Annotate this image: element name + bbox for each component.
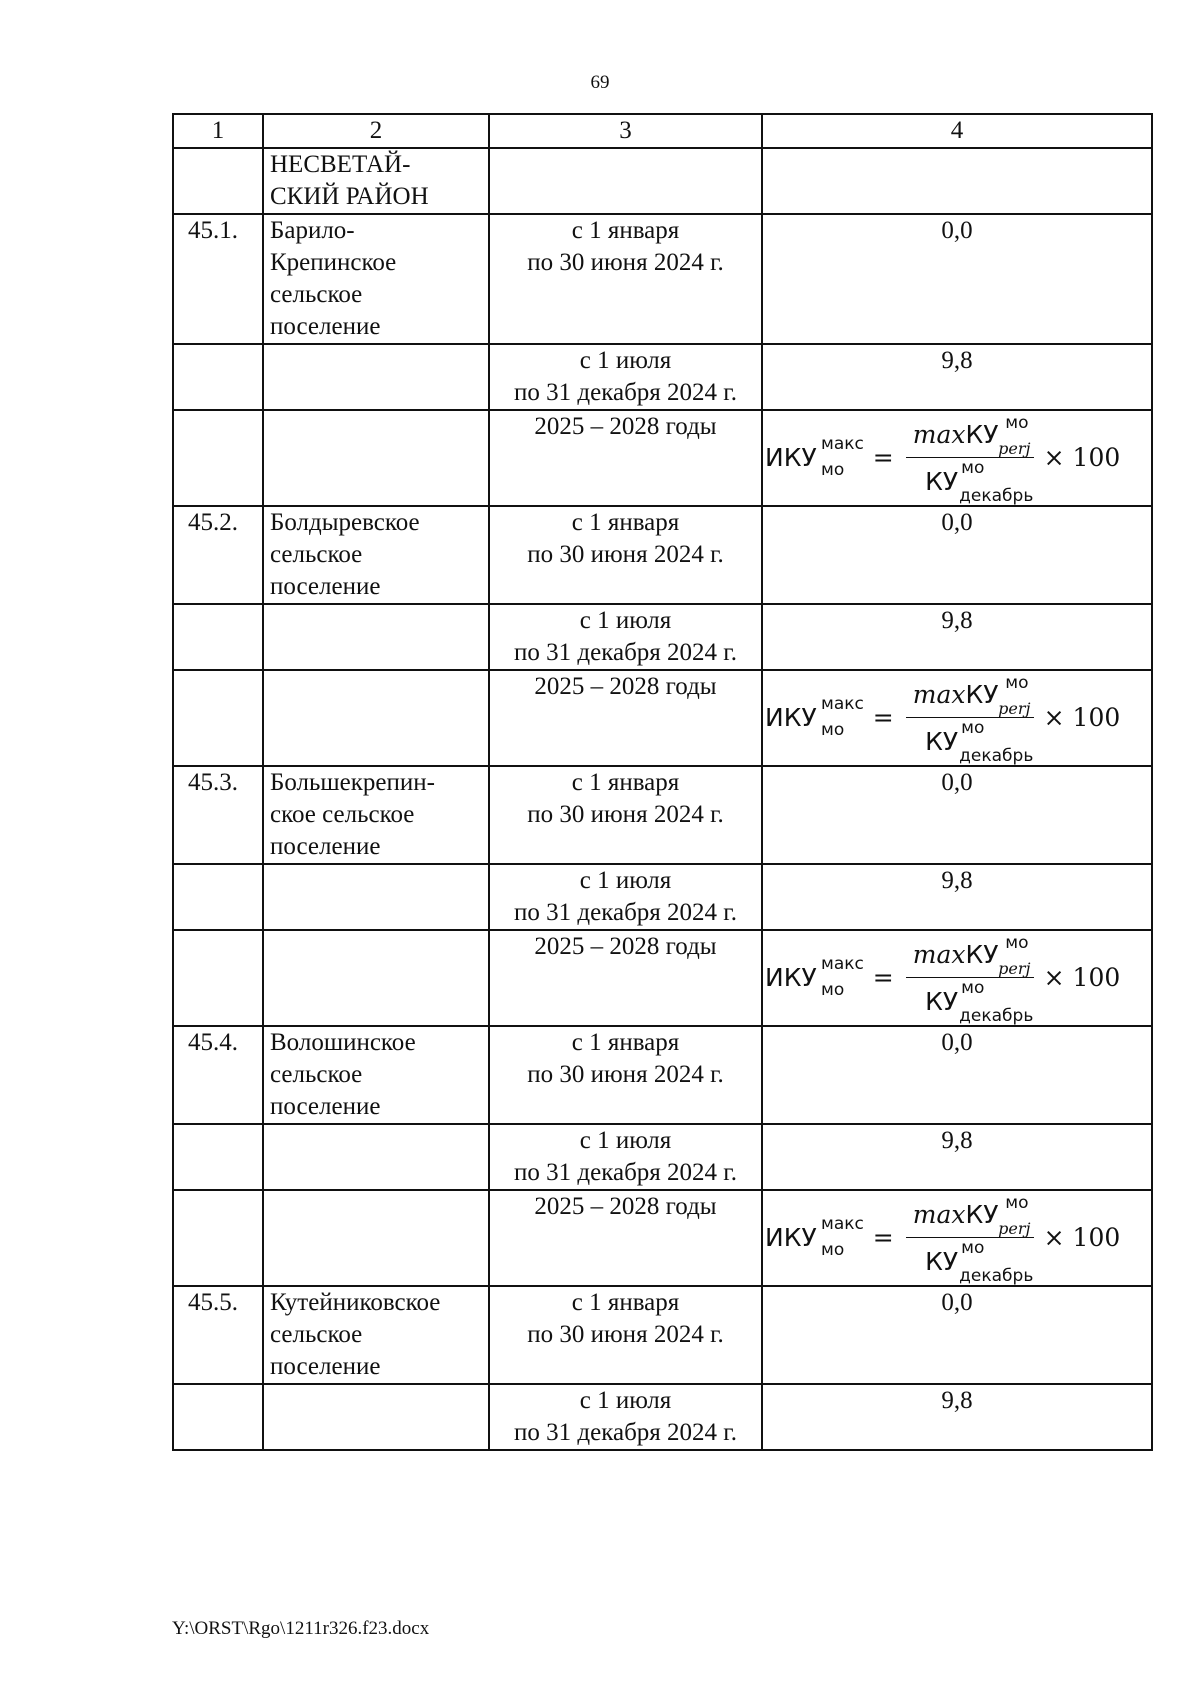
value-cell: 9,8 — [762, 344, 1152, 410]
formula-eq: = — [872, 963, 894, 992]
settlement-name: Волошинское сельское поселение — [263, 1026, 489, 1124]
formula-lhs-sup: макс — [821, 1214, 864, 1234]
value-cell: 0,0 — [762, 1286, 1152, 1384]
value-cell: 9,8 — [762, 1124, 1152, 1190]
page-number: 69 — [590, 72, 610, 93]
formula-fraction — [906, 1192, 1034, 1286]
formula-denominator: КУ мо декабрь — [925, 977, 1034, 1026]
formula-eq: = — [872, 1223, 894, 1252]
formula-row — [173, 410, 1152, 506]
formula-fraction — [906, 932, 1034, 1026]
district-value-cell — [762, 148, 1152, 214]
settlement-name: Большекрепин- ское сельское поселение — [263, 766, 489, 864]
period-cell: 2025 – 2028 годы — [489, 930, 762, 1026]
empty-cell — [263, 410, 489, 506]
period-cell: с 1 января по 30 июня 2024 г. — [489, 1026, 762, 1124]
settlement-number: 45.3. — [173, 766, 263, 864]
empty-cell — [263, 930, 489, 1026]
empty-cell — [173, 864, 263, 930]
formula-lhs-sup: макс — [821, 434, 864, 454]
table-header-row — [173, 114, 1152, 148]
formula-numerator: maxКУ мо perj — [912, 412, 1031, 458]
footer-file-path: Y:\ORST\Rgo\1211r326.f23.docx — [172, 1618, 430, 1639]
formula-lhs-sup: макс — [821, 954, 864, 974]
period-row — [173, 604, 1152, 670]
period-cell: с 1 июля по 31 декабря 2024 г. — [489, 344, 762, 410]
empty-cell — [263, 604, 489, 670]
formula-times: × 100 — [1043, 1223, 1121, 1252]
formula-lhs: ИКУ макс мо — [765, 962, 817, 994]
empty-cell — [263, 1384, 489, 1450]
empty-cell — [263, 864, 489, 930]
empty-cell — [173, 410, 263, 506]
value-cell: 0,0 — [762, 506, 1152, 604]
settlement-row — [173, 1286, 1152, 1384]
formula-row — [173, 930, 1152, 1026]
formula-numerator: maxКУ мо perj — [912, 672, 1031, 718]
formula-lhs: ИКУ макс мо — [765, 442, 817, 474]
empty-cell — [263, 1190, 489, 1286]
formula — [763, 931, 1151, 1025]
settlement-name: Кутейниковское сельское поселение — [263, 1286, 489, 1384]
formula-denominator: КУ мо декабрь — [925, 1237, 1034, 1286]
empty-cell — [173, 604, 263, 670]
formula — [763, 671, 1151, 765]
district-period-cell — [489, 148, 762, 214]
empty-cell — [263, 670, 489, 766]
formula-denominator: КУ мо декабрь — [925, 457, 1034, 506]
empty-cell — [263, 1124, 489, 1190]
formula-times: × 100 — [1043, 963, 1121, 992]
formula-fraction — [906, 412, 1034, 506]
period-cell: с 1 июля по 31 декабря 2024 г. — [489, 604, 762, 670]
formula — [763, 411, 1151, 505]
empty-cell — [263, 344, 489, 410]
settlement-number: 45.5. — [173, 1286, 263, 1384]
settlement-row — [173, 766, 1152, 864]
period-cell: с 1 января по 30 июня 2024 г. — [489, 766, 762, 864]
value-cell: 9,8 — [762, 604, 1152, 670]
empty-cell — [173, 670, 263, 766]
settlement-name: Барило- Крепинское сельское поселение — [263, 214, 489, 344]
formula-eq: = — [872, 443, 894, 472]
period-row — [173, 864, 1152, 930]
formula-cell — [762, 1190, 1152, 1286]
formula-cell — [762, 930, 1152, 1026]
value-cell: 0,0 — [762, 1026, 1152, 1124]
formula-cell — [762, 410, 1152, 506]
value-cell: 9,8 — [762, 864, 1152, 930]
empty-cell — [173, 1124, 263, 1190]
period-cell: с 1 января по 30 июня 2024 г. — [489, 506, 762, 604]
formula-row — [173, 1190, 1152, 1286]
formula-times: × 100 — [1043, 443, 1121, 472]
period-row — [173, 344, 1152, 410]
empty-cell — [173, 1384, 263, 1450]
period-cell: с 1 января по 30 июня 2024 г. — [489, 1286, 762, 1384]
empty-cell — [173, 344, 263, 410]
formula-lhs-sub: мо — [821, 720, 845, 740]
period-cell: с 1 января по 30 июня 2024 г. — [489, 214, 762, 344]
settlement-row — [173, 1026, 1152, 1124]
tariff-table — [172, 113, 1153, 1451]
formula-times: × 100 — [1043, 703, 1121, 732]
settlement-number: 45.4. — [173, 1026, 263, 1124]
empty-cell — [173, 930, 263, 1026]
settlement-name: Болдыревское сельское поселение — [263, 506, 489, 604]
settlement-row — [173, 506, 1152, 604]
empty-cell — [173, 1190, 263, 1286]
district-row — [173, 148, 1152, 214]
period-row — [173, 1384, 1152, 1450]
header-col-3: 3 — [489, 114, 762, 148]
period-cell: с 1 июля по 31 декабря 2024 г. — [489, 864, 762, 930]
formula-denominator: КУ мо декабрь — [925, 717, 1034, 766]
period-row — [173, 1124, 1152, 1190]
header-col-4: 4 — [762, 114, 1152, 148]
settlement-row — [173, 214, 1152, 344]
period-cell: 2025 – 2028 годы — [489, 1190, 762, 1286]
district-num-cell — [173, 148, 263, 214]
value-cell: 9,8 — [762, 1384, 1152, 1450]
formula-fraction — [906, 672, 1034, 766]
formula-numerator: maxКУ мо perj — [912, 932, 1031, 978]
formula-lhs-sub: мо — [821, 980, 845, 1000]
header-col-2: 2 — [263, 114, 489, 148]
formula-lhs: ИКУ макс мо — [765, 1222, 817, 1254]
header-col-1: 1 — [173, 114, 263, 148]
period-cell: 2025 – 2028 годы — [489, 670, 762, 766]
formula-lhs-sub: мо — [821, 1240, 845, 1260]
formula-lhs: ИКУ макс мо — [765, 702, 817, 734]
district-name: НЕСВЕТАЙ- СКИЙ РАЙОН — [263, 148, 489, 214]
formula-numerator: maxКУ мо perj — [912, 1192, 1031, 1238]
formula — [763, 1191, 1151, 1285]
settlement-number: 45.1. — [173, 214, 263, 344]
formula-lhs-sup: макс — [821, 694, 864, 714]
value-cell: 0,0 — [762, 766, 1152, 864]
settlement-number: 45.2. — [173, 506, 263, 604]
formula-eq: = — [872, 703, 894, 732]
formula-lhs-sub: мо — [821, 460, 845, 480]
value-cell: 0,0 — [762, 214, 1152, 344]
formula-cell — [762, 670, 1152, 766]
formula-row — [173, 670, 1152, 766]
period-cell: с 1 июля по 31 декабря 2024 г. — [489, 1124, 762, 1190]
period-cell: с 1 июля по 31 декабря 2024 г. — [489, 1384, 762, 1450]
period-cell: 2025 – 2028 годы — [489, 410, 762, 506]
